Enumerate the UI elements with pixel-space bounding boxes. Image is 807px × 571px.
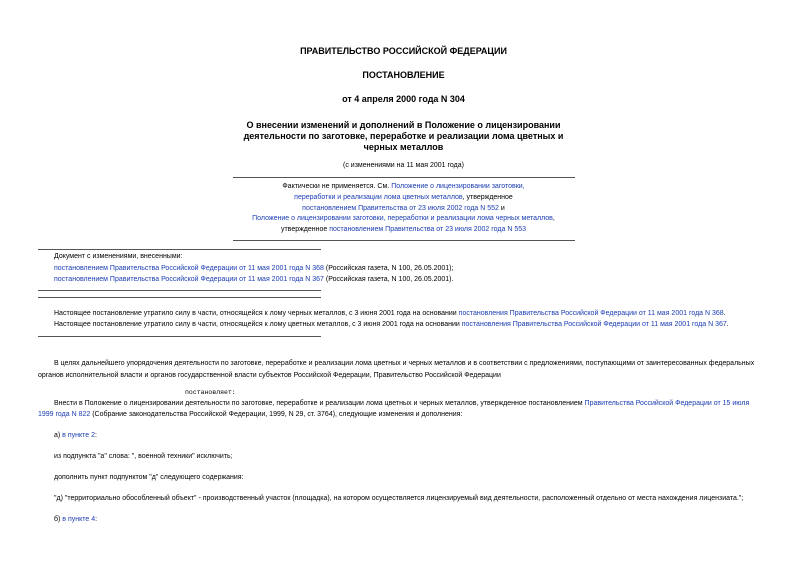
notice-link-regulation-nonferrous[interactable]: Положение о лицензировании заготовки, [391,183,525,190]
item-b [54,516,97,524]
link-clause-4[interactable]: в пункте 4 [62,516,96,523]
notice-line-3 [0,205,807,213]
changes-item-1 [54,265,453,273]
changes-intro: Документ с изменениями, внесенными: [54,253,183,260]
notice-link-decree-553[interactable]: постановлением Правительства от 23 июля 2002 года N 553 [329,226,527,233]
document-title-line-3: черных металлов [363,142,444,152]
item-a-suffix: : [95,432,97,439]
divider [233,177,575,178]
document-title-line-2: деятельности по заготовке, переработке и реализации лома цветных и [243,131,564,141]
main-paragraph-line-2 [38,411,462,419]
notice-text: утвержденное [280,226,330,233]
notice-text: , [552,215,555,222]
change-link-decree-367[interactable]: постановлением Правительства Российской Федерации от 11 мая 2001 года N 367 [54,276,324,283]
issuer-heading: ПРАВИТЕЛЬСТВО РОССИЙСКОЙ ФЕДЕРАЦИИ [300,46,507,56]
preamble-line-1: В целях дальнейшего упорядочения деятельности по заготовке, переработке и реализации лома цветных и черных металлов и в соответствии с предложениями, поступающими от заинтересованных федеральных [54,360,755,367]
lost-force-text: Настоящее постановление утратило силу в части, относящейся к лому цветных металлов, с 3 июня 2001 года на основании [54,321,462,328]
notice-line-5 [0,226,807,234]
item-b-suffix: : [95,516,98,523]
item-a [54,432,97,440]
link-decree-822[interactable]: Правительства Российской Федерации от 15 июля [584,400,750,407]
lost-force-ferrous [54,310,726,318]
document-title-line-1: О внесении изменений и дополнений в Положение о лицензировании [246,120,561,130]
main-text: (Собрание законодательства Российской Федерации, 1999, N 29, ст. 3764), следующие изменения и дополнения: [90,411,463,418]
notice-line-2 [0,194,807,202]
notice-text: и [498,205,505,212]
notice-link-regulation-nonferrous-cont[interactable]: переработки и реализации лома цветных металлов [294,194,463,201]
lost-force-end: . [726,321,729,328]
change-source: (Российская газета, N 100, 26.05.2001); [323,265,454,272]
link-clause-2[interactable]: в пункте 2 [62,432,95,439]
lost-force-text: Настоящее постановление утратило силу в части, относящейся к лому черных металлов, с 3 июня 2001 года на основании [54,310,459,317]
change-source: (Российская газета, N 100, 26.05.2001). [323,276,454,283]
notice-line-4 [0,215,807,223]
lost-force-link-368[interactable]: постановления Правительства Российской Федерации от 11 мая 2001 года N 368 [458,310,724,317]
divider [38,297,321,298]
item-b-prefix: б) [54,516,63,523]
main-paragraph-line-1 [54,400,749,408]
edition-note: (с изменениями на 11 мая 2001 года) [343,162,464,169]
item-a-line-3: "д) "территориально обособленный объект" - производственный участок (площадка), на котором осуществляется лицензируемый вид деятельности, расположенный отдельно от места нахождения лицензиата."; [54,495,744,502]
decree-word: постановляет: [185,389,236,396]
notice-text: , утвержденное [462,194,513,201]
item-a-line-1: из подпункта "а" слова: ", военной техники" исключить; [54,453,233,460]
divider [38,336,321,337]
lost-force-end: . [723,310,726,317]
notice-text: Фактически не применяется. См. [282,183,392,190]
item-a-line-2: дополнить пункт подпунктом "д" следующего содержания: [54,474,244,481]
divider [38,290,321,291]
divider [233,240,575,241]
notice-link-decree-552[interactable]: постановлением Правительства от 23 июля 2002 года N 552 [302,205,499,212]
main-text: Внести в Положение о лицензировании деятельности по заготовке, переработке и реализации лома цветных и черных металлов, утвержденное постановлением [54,400,585,407]
document-date-number: от 4 апреля 2000 года N 304 [342,94,465,104]
item-a-prefix: а) [54,432,63,439]
preamble-line-2: органов исполнительной власти и органов государственной власти субъектов Российской Федерации, Правительство Российской Федерации [38,372,501,379]
lost-force-nonferrous [54,321,729,329]
divider [38,249,321,250]
change-link-decree-368[interactable]: постановлением Правительства Российской Федерации от 11 мая 2001 года N 368 [54,265,324,272]
changes-item-2 [54,276,453,284]
lost-force-link-367[interactable]: постановления Правительства Российской Федерации от 11 мая 2001 года N 367 [461,321,727,328]
link-decree-822-cont[interactable]: 1999 года N 822 [38,411,91,418]
notice-link-regulation-ferrous[interactable]: Положение о лицензировании заготовки, переработки и реализации лома черных металлов [252,215,553,222]
document-type: ПОСТАНОВЛЕНИЕ [362,70,445,80]
notice-line-1 [0,183,807,191]
